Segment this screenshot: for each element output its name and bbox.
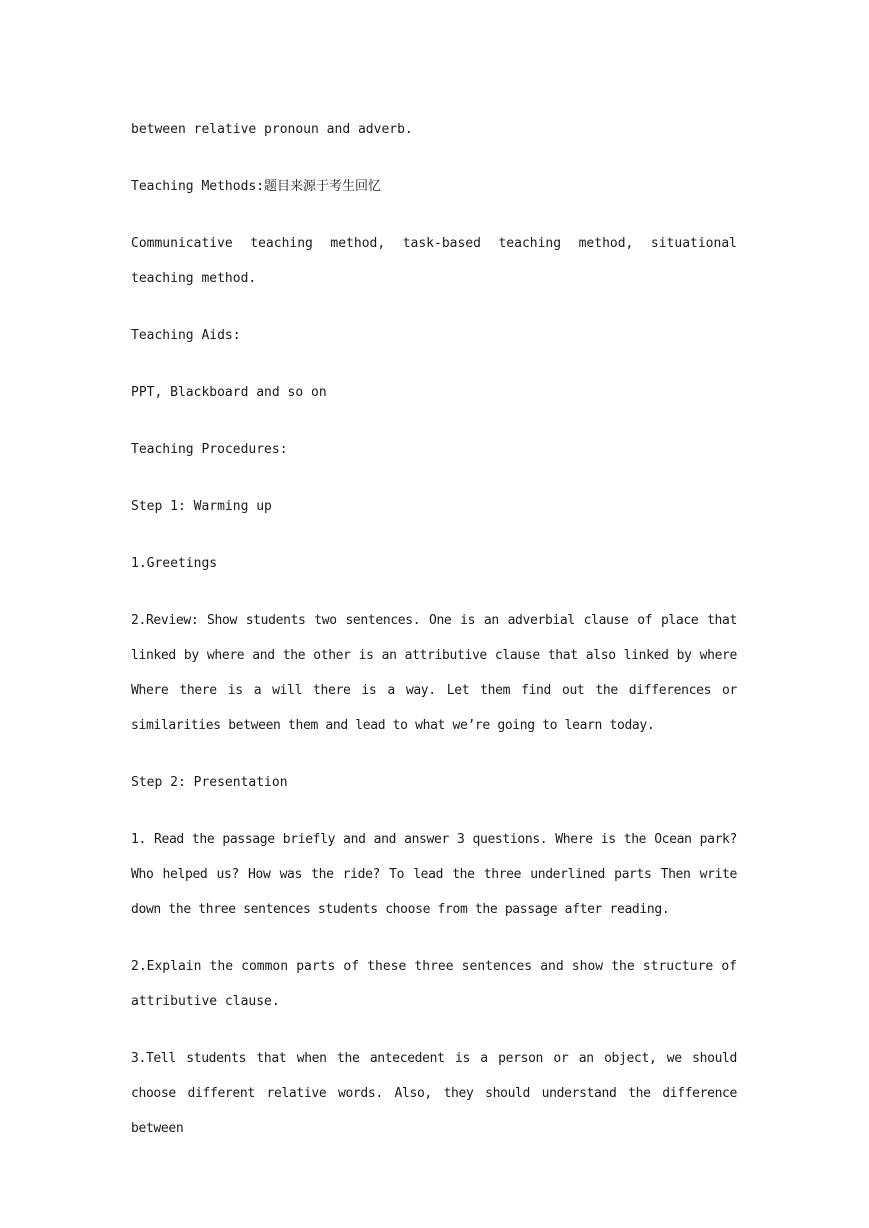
teaching-procedures-heading: Teaching Procedures: [131,442,288,457]
teaching-aids-heading: Teaching Aids: [131,328,241,343]
step-2-item-1: 1. Read the passage briefly and and answer 3 questions. Where is the Ocean park? Who helped us? How was the ride? To lead the three underlined parts Then write down the three sentences students choose from the passage after reading. [131,832,737,917]
step-2-item-3: 3.Tell students that when the antecedent is a person or an object, we should choose different relative words. Also, they should understand the difference between [131,1051,737,1136]
paragraph-continuation: between relative pronoun and adverb. [131,122,413,137]
step-1-heading: Step 1: Warming up [131,499,272,514]
teaching-aids-text: PPT, Blackboard and so on [131,385,327,400]
teaching-methods-heading: Teaching Methods:题目来源于考生回忆 [131,179,382,194]
step-2-heading: Step 2: Presentation [131,775,288,790]
teaching-methods-text: Communicative teaching method, task-based teaching method, situational teaching method. [131,236,737,286]
step-1-item-1: 1.Greetings [131,556,218,571]
step-2-item-2: 2.Explain the common parts of these three sentences and show the structure of attributive clause. [131,959,737,1009]
document-body [131,112,737,1168]
step-1-item-2: 2.Review: Show students two sentences. One is an adverbial clause of place that linked by where and the other is an attributive clause that also linked by where Where there is a will there is a way. Let them find out the differences or similarities between them and lead to what we’re going to learn today. [131,613,737,733]
